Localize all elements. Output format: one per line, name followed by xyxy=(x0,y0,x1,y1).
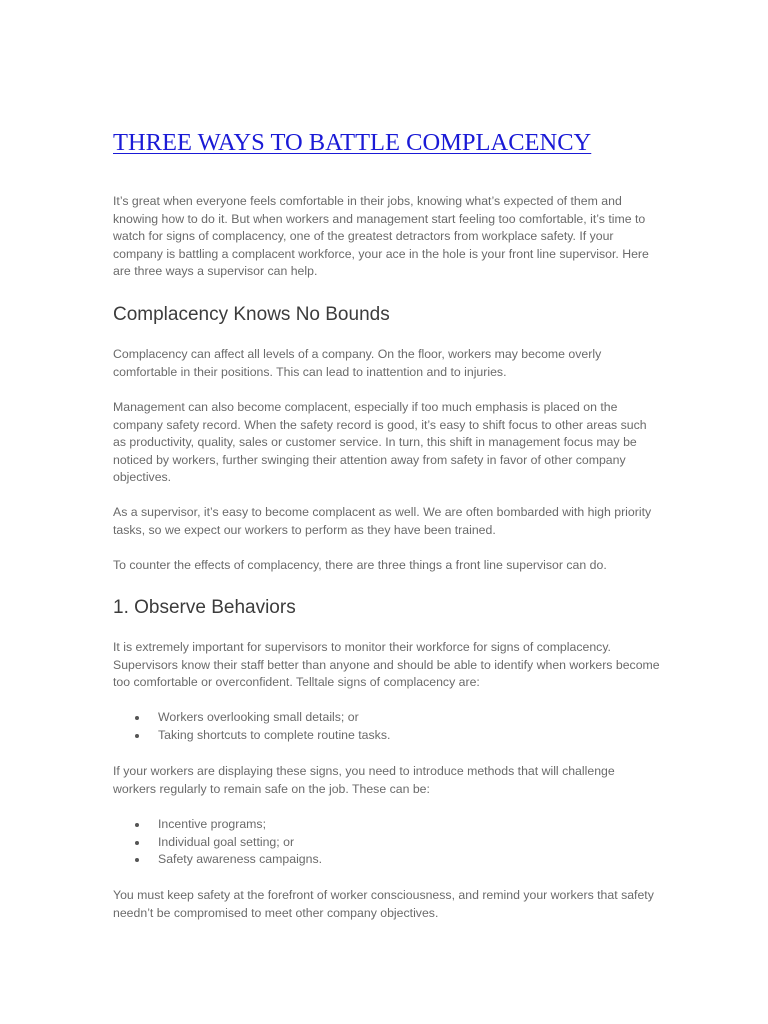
list-item: Individual goal setting; or xyxy=(113,834,661,852)
bullet-icon xyxy=(135,716,139,720)
paragraph-methods-intro: If your workers are displaying these signs, you need to introduce methods that will challenge workers regularly to remain safe on the job. These can be: xyxy=(113,764,615,796)
paragraph-counter: To counter the effects of complacency, there are three things a front line supervisor can do. xyxy=(113,558,607,572)
paragraph-levels: Complacency can affect all levels of a company. On the floor, workers may become overly comfortable in their positions. This can lead to inattention and to injuries. xyxy=(113,347,602,379)
bullet-icon xyxy=(135,858,139,862)
list-item: Safety awareness campaigns. xyxy=(113,851,661,869)
complacency-signs-list xyxy=(113,709,661,744)
list-item: Workers overlooking small details; or xyxy=(113,709,661,727)
section-heading-observe: 1. Observe Behaviors xyxy=(113,597,296,618)
paragraph-management: Management can also become complacent, especially if too much emphasis is placed on the company safety record. When the safety record is good, it’s easy to shift focus to other areas such as productivity, quality, sales or customer service. In turn, this shift in management focus may be noticed by workers, further swinging their attention away from safety in favor of other company objectives. xyxy=(113,400,647,484)
list-item: Taking shortcuts to complete routine tasks. xyxy=(113,727,661,745)
bullet-icon xyxy=(135,823,139,827)
paragraph-monitor: It is extremely important for supervisors to monitor their workforce for signs of complacency. Supervisors know their staff better than anyone and should be able to identify when workers become too comfortable or overconfident. Telltale signs of complacency are: xyxy=(113,640,660,689)
methods-list xyxy=(113,816,661,869)
document-title: THREE WAYS TO BATTLE COMPLACENCY xyxy=(113,129,592,156)
bullet-icon xyxy=(135,841,139,845)
intro-paragraph: It’s great when everyone feels comfortable in their jobs, knowing what’s expected of them and knowing how to do it. But when workers and management start feeling too comfortable, it’s time to watch for signs of complacency, one of the greatest detractors from workplace safety. If your company is battling a complacent workforce, your ace in the hole is your front line supervisor. Here are three ways a supervisor can help. xyxy=(113,194,649,278)
section-heading-complacency: Complacency Knows No Bounds xyxy=(113,304,390,325)
paragraph-supervisor: As a supervisor, it’s easy to become complacent as well. We are often bombarded with high priority tasks, so we expect our workers to perform as they have been trained. xyxy=(113,505,652,537)
paragraph-closing: You must keep safety at the forefront of worker consciousness, and remind your workers that safety needn’t be compromised to meet other company objectives. xyxy=(113,888,654,920)
bullet-icon xyxy=(135,734,139,738)
list-item: Incentive programs; xyxy=(113,816,661,834)
